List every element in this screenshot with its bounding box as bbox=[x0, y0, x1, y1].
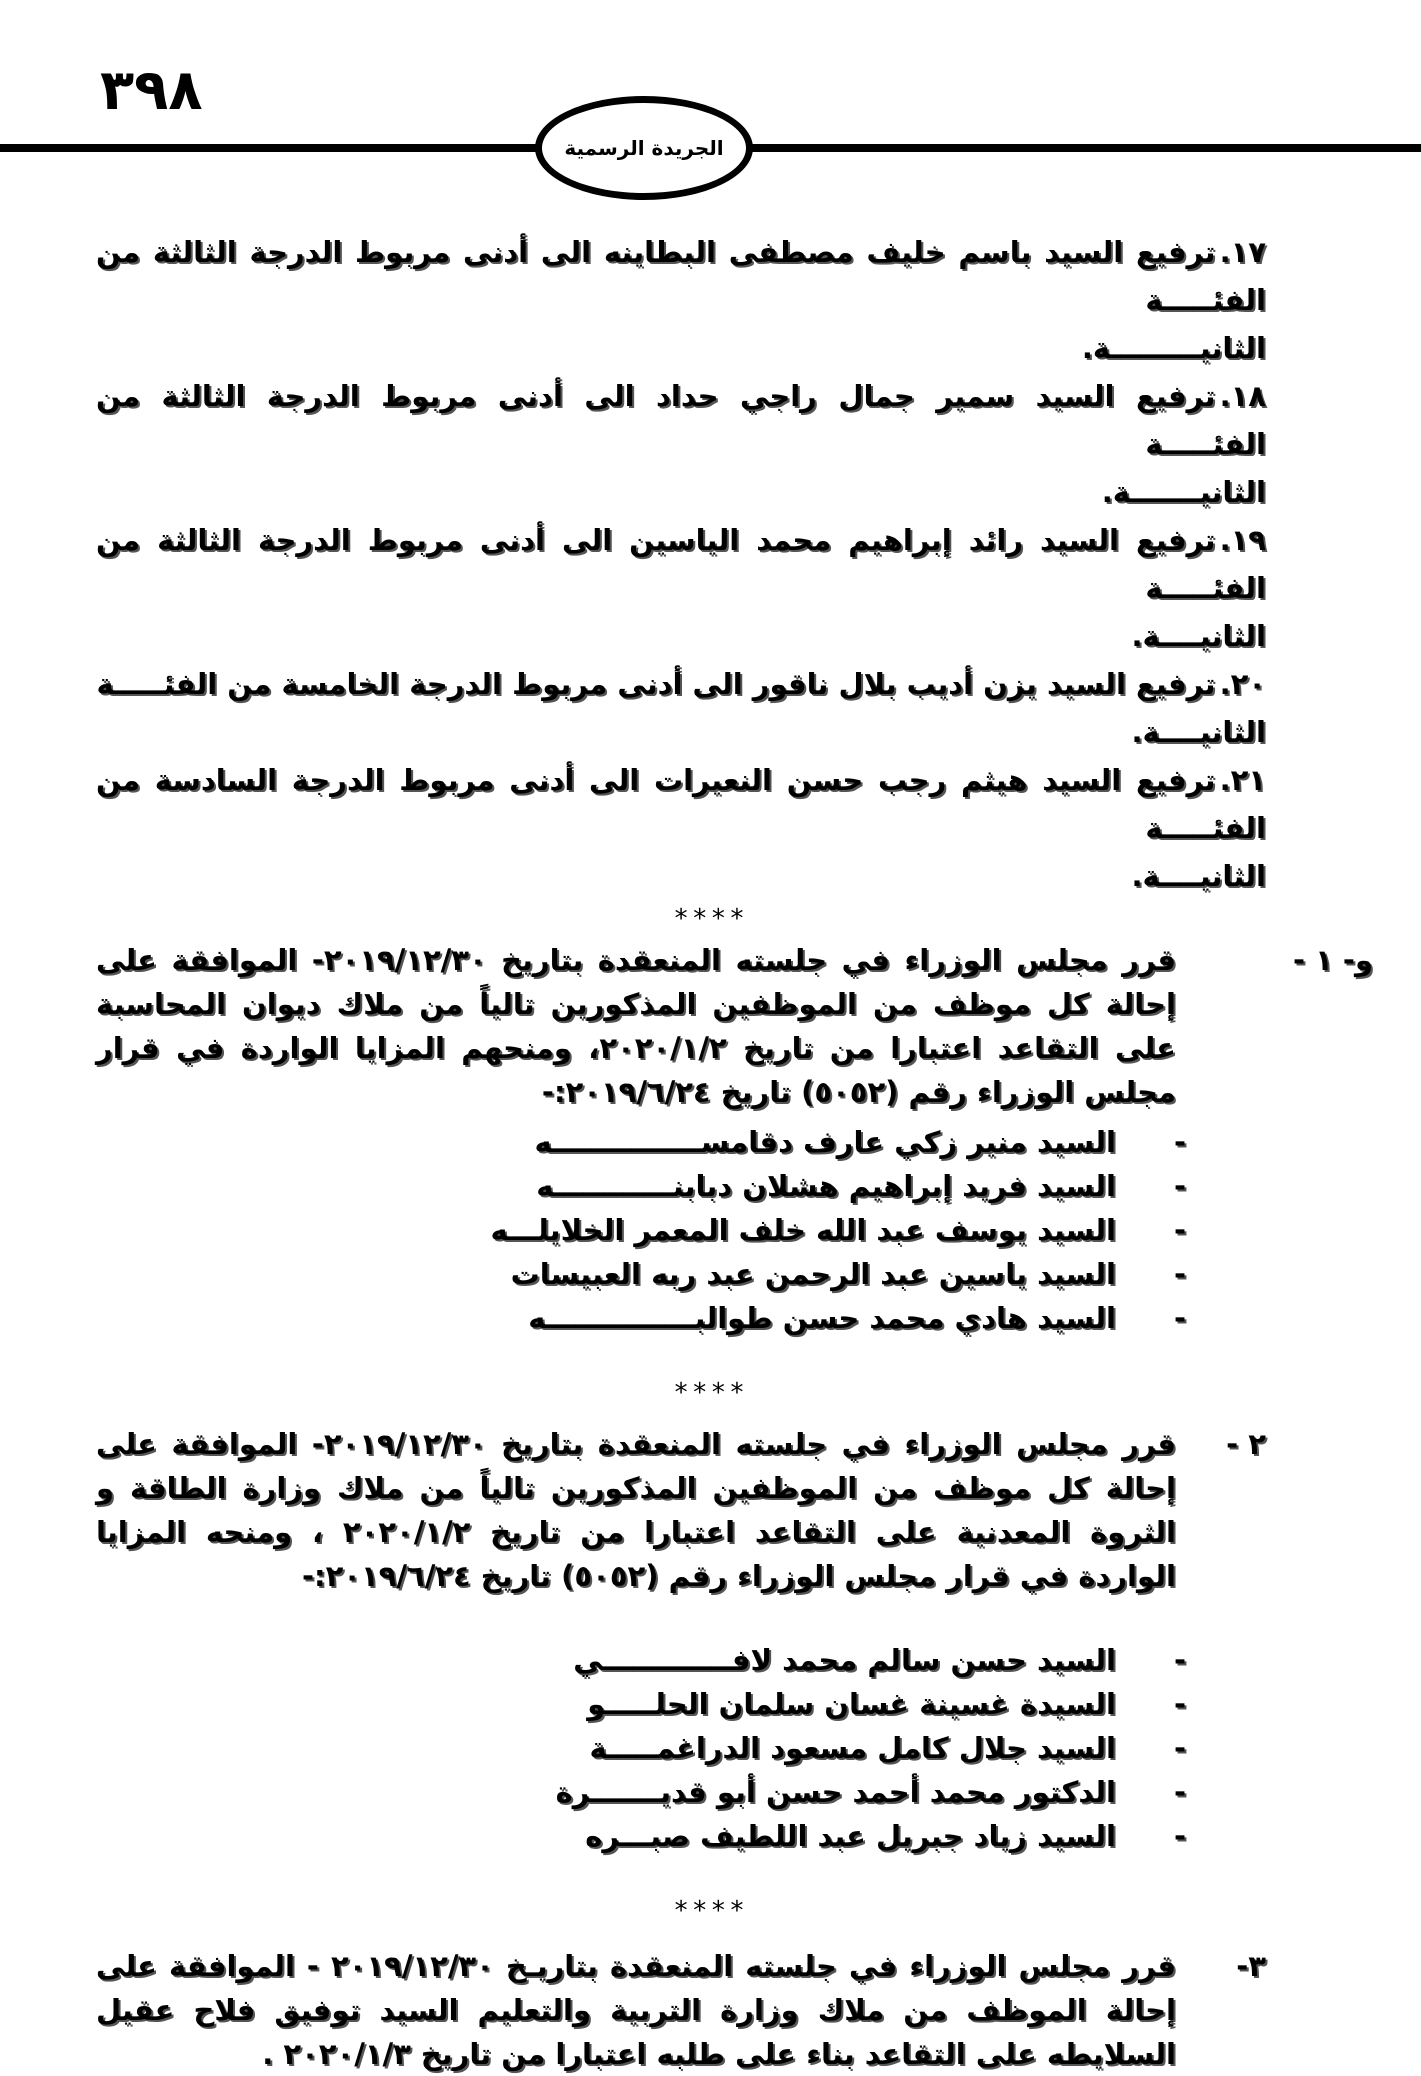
retiree-list bbox=[0, 1638, 1186, 1858]
publication-title: الجريدة الرسمية bbox=[564, 136, 724, 160]
retiree-name: السيد حسن سالم محمد لافـــــــــــــي bbox=[573, 1643, 1116, 1677]
promotion-number: ٢١. bbox=[1219, 763, 1266, 797]
list-dash: - bbox=[1173, 1775, 1186, 1809]
document-body bbox=[0, 228, 1421, 2076]
promotion-continuation: الثانيـــــــة. bbox=[1101, 475, 1266, 509]
section-separator: **** bbox=[673, 1896, 748, 1926]
list-item bbox=[0, 1296, 1186, 1340]
promotion-number: ٢٠. bbox=[1219, 667, 1266, 701]
decision-body: قرر مجلس الوزراء في جلسته المنعقدة بتاريـخ ٢٠١٩/١٢/٣٠ - الموافقة على إحالة الموظف من ملاك وزارة التربية والتعليم السيد توفيق فلاح عقيل السلايطه على التقاعد بناء على طلبه اعتبارا من تاريخ ٢٠٢٠/١/٣ . bbox=[96, 1949, 1176, 2071]
retiree-name: السيد منير زكي عارف دقامســـــــــــــــه bbox=[534, 1125, 1116, 1159]
section-separator: **** bbox=[673, 904, 748, 934]
list-dash: - bbox=[1173, 1301, 1186, 1335]
retiree-name: الدكتور محمد أحمد حسن أبو قديـــــــرة bbox=[555, 1775, 1116, 1809]
header-oval bbox=[535, 96, 753, 200]
list-item bbox=[0, 1252, 1186, 1296]
promotion-continuation: الثانيــــة. bbox=[1131, 859, 1266, 893]
decision-label: ٢ - bbox=[1226, 1427, 1266, 1461]
list-item bbox=[0, 1682, 1186, 1726]
list-item bbox=[0, 1638, 1186, 1682]
list-dash: - bbox=[1173, 1213, 1186, 1247]
retiree-list bbox=[0, 1120, 1186, 1340]
decision-2 bbox=[0, 1422, 1421, 1858]
list-dash: - bbox=[1173, 1169, 1186, 1203]
decision-3 bbox=[0, 1944, 1421, 2076]
list-dash: - bbox=[1173, 1687, 1186, 1721]
decision-label: ٣- bbox=[1236, 1949, 1266, 1983]
list-item bbox=[0, 1814, 1186, 1858]
promotion-number: ١٨. bbox=[1219, 379, 1266, 413]
retiree-name: السيد يوسف عبد الله خلف المعمر الخلايلـــه bbox=[490, 1213, 1116, 1247]
promotion-continuation: الثانيــــة. bbox=[1131, 715, 1266, 749]
decision-body: قرر مجلس الوزراء في جلسته المنعقدة بتاريخ ٢٠١٩/١٢/٣٠- الموافقة على إحالة كل موظف من الموظفين المذكورين تالياً من ملاك ديوان المحاسبة على التقاعد اعتبارا من تاريخ ٢٠٢٠/١/٢، ومنحهم المزايا الواردة في قرار مجلس الوزراء رقم (٥٠٥٢) تاريخ ٢٠١٩/٦/٢٤:- bbox=[96, 943, 1177, 1109]
list-item bbox=[0, 1770, 1186, 1814]
promotion-text: ترفيع السيد رائد إبراهيم محمد الياسين الى أدنى مربوط الدرجة الثالثة من الفئـــــة bbox=[96, 523, 1266, 605]
promotion-item bbox=[96, 228, 1266, 372]
promotion-item bbox=[96, 372, 1266, 516]
promotion-item bbox=[96, 660, 1266, 756]
promotion-continuation: الثانيــــة. bbox=[1131, 619, 1266, 653]
retiree-name: السيد ياسين عبد الرحمن عبد ربه العبيسات bbox=[510, 1257, 1116, 1291]
promotion-item bbox=[96, 756, 1266, 900]
retiree-name: السيد زياد جبريل عبد اللطيف صبـــره bbox=[585, 1819, 1116, 1853]
promotion-list bbox=[0, 228, 1421, 900]
list-item bbox=[0, 1726, 1186, 1770]
list-dash: - bbox=[1173, 1643, 1186, 1677]
list-item bbox=[0, 1164, 1186, 1208]
promotion-text: ترفيع السيد يزن أديب بلال ناقور الى أدنى مربوط الدرجة الخامسة من الفئـــــة bbox=[96, 667, 1216, 701]
list-item bbox=[0, 1120, 1186, 1164]
promotion-continuation: الثانيـــــــــة. bbox=[1081, 331, 1266, 365]
promotion-item bbox=[96, 516, 1266, 660]
list-item bbox=[0, 1208, 1186, 1252]
promotion-text: ترفيع السيد سمير جمال راجي حداد الى أدنى مربوط الدرجة الثالثة من الفئـــــة bbox=[96, 379, 1266, 461]
section-separator: **** bbox=[673, 1378, 748, 1408]
promotion-number: ١٩. bbox=[1219, 523, 1266, 557]
decision-body: قرر مجلس الوزراء في جلسته المنعقدة بتاريخ ٢٠١٩/١٢/٣٠- الموافقة على إحالة كل موظف من الموظفين المذكورين تالياً من ملاك وزارة الطاقة و الثروة المعدنية على التقاعد اعتبارا من تاريخ ٢٠٢٠/١/٢ ، ومنحه المزايا الواردة في قرار مجلس الوزراء رقم (٥٠٥٢) تاريخ ٢٠١٩/٦/٢٤:- bbox=[96, 1427, 1177, 1593]
list-dash: - bbox=[1173, 1125, 1186, 1159]
retiree-name: السيدة غسينة غسان سلمان الحلـــــو bbox=[587, 1687, 1116, 1721]
promotion-text: ترفيع السيد هيثم رجب حسن النعيرات الى أدنى مربوط الدرجة السادسة من الفئـــــة bbox=[96, 763, 1266, 845]
page-number: ٣٩٨ bbox=[100, 58, 203, 123]
decision-label: و- ١ - bbox=[1292, 943, 1373, 977]
list-dash: - bbox=[1173, 1257, 1186, 1291]
promotion-text: ترفيع السيد باسم خليف مصطفى البطاينه الى أدنى مربوط الدرجة الثالثة من الفئـــــة bbox=[96, 235, 1266, 317]
list-dash: - bbox=[1173, 1731, 1186, 1765]
retiree-name: السيد جلال كامل مسعود الدراغمـــــة bbox=[589, 1731, 1116, 1765]
list-dash: - bbox=[1173, 1819, 1186, 1853]
promotion-number: ١٧. bbox=[1219, 235, 1266, 269]
decision-1 bbox=[0, 938, 1421, 1340]
retiree-name: السيد فريد إبراهيم هشلان دبابنــــــــــــه bbox=[536, 1169, 1116, 1203]
retiree-name: السيد هادي محمد حسن طوالبـــــــــــــــه bbox=[528, 1301, 1116, 1335]
